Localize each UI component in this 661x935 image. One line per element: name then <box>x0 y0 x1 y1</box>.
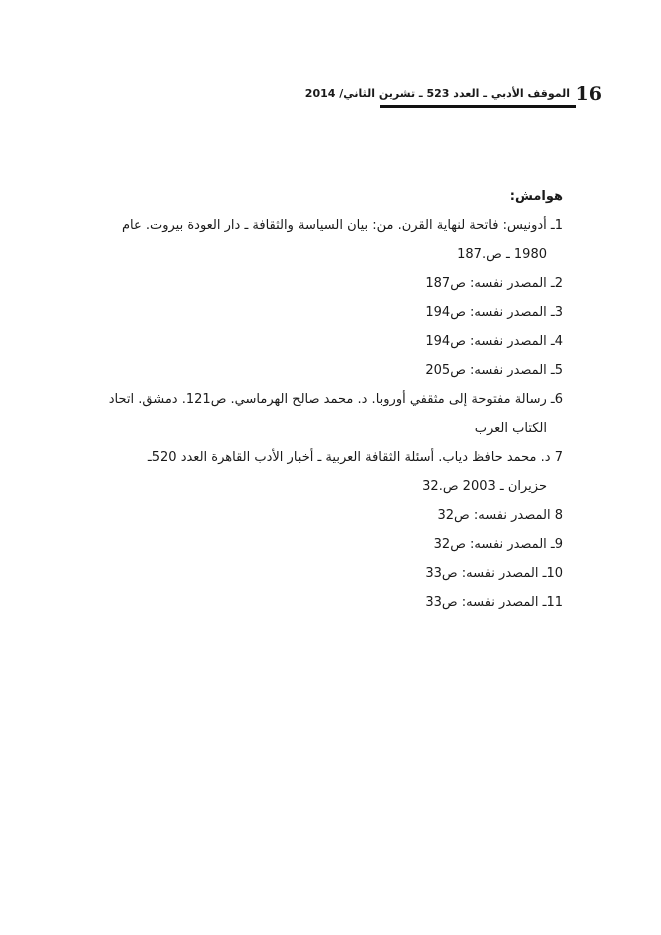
footnote-text: 6ـ رسالة مفتوحة إلى مثقفي أوروبا. د. محمد صالح الهرماسي. ص121. دمشق. اتحاد <box>108 392 563 407</box>
footnote-8 <box>103 501 563 530</box>
footnote-3 <box>103 298 563 327</box>
footnote-text: 7 د. محمد حافظ دياب. أسئلة الثقافة العربية ـ أخبار الأدب القاهرة العدد 520ـ <box>147 450 563 465</box>
footnote-text: 9ـ المصدر نفسه: ص32 <box>433 537 563 552</box>
footnote-text: 5ـ المصدر نفسه: ص205 <box>425 363 563 378</box>
footnote-5 <box>103 356 563 385</box>
page-number: 16 <box>575 83 602 105</box>
footnote-text: 8 المصدر نفسه: ص32 <box>437 508 563 523</box>
footnote-continuation: حزيران ـ 2003 ص.32 <box>422 479 547 494</box>
page-header <box>304 82 602 110</box>
footnote-continuation: 1980 ـ ص.187 <box>457 247 547 262</box>
footnote-7 <box>103 443 563 501</box>
footnote-continuation: الكتاب العرب <box>474 421 547 436</box>
footnote-10 <box>103 559 563 588</box>
footnotes-section <box>103 182 563 617</box>
footnote-text: 1ـ أدونيس: فاتحة لنهاية القرن. من: بيان السياسة والثقافة ـ دار العودة بيروت. عام <box>121 218 563 233</box>
footnote-text: 3ـ المصدر نفسه: ص194 <box>425 305 563 320</box>
footnote-text: 4ـ المصدر نفسه: ص194 <box>425 334 563 349</box>
footnote-1 <box>103 211 563 269</box>
footnote-text: 11ـ المصدر نفسه: ص33 <box>425 595 563 610</box>
footnote-text: 10ـ المصدر نفسه: ص33 <box>425 566 563 581</box>
footnote-text: 2ـ المصدر نفسه: ص187 <box>425 276 563 291</box>
footnote-2 <box>103 269 563 298</box>
footnote-4 <box>103 327 563 356</box>
footnotes-title: هوامش: <box>509 189 563 204</box>
running-head: الموقف الأدبي ـ العدد 523 ـ تشرين الثاني/ 2014 <box>304 87 570 100</box>
footnote-9 <box>103 530 563 559</box>
header-rule <box>380 105 576 108</box>
footnote-11 <box>103 588 563 617</box>
footnote-6 <box>103 385 563 443</box>
